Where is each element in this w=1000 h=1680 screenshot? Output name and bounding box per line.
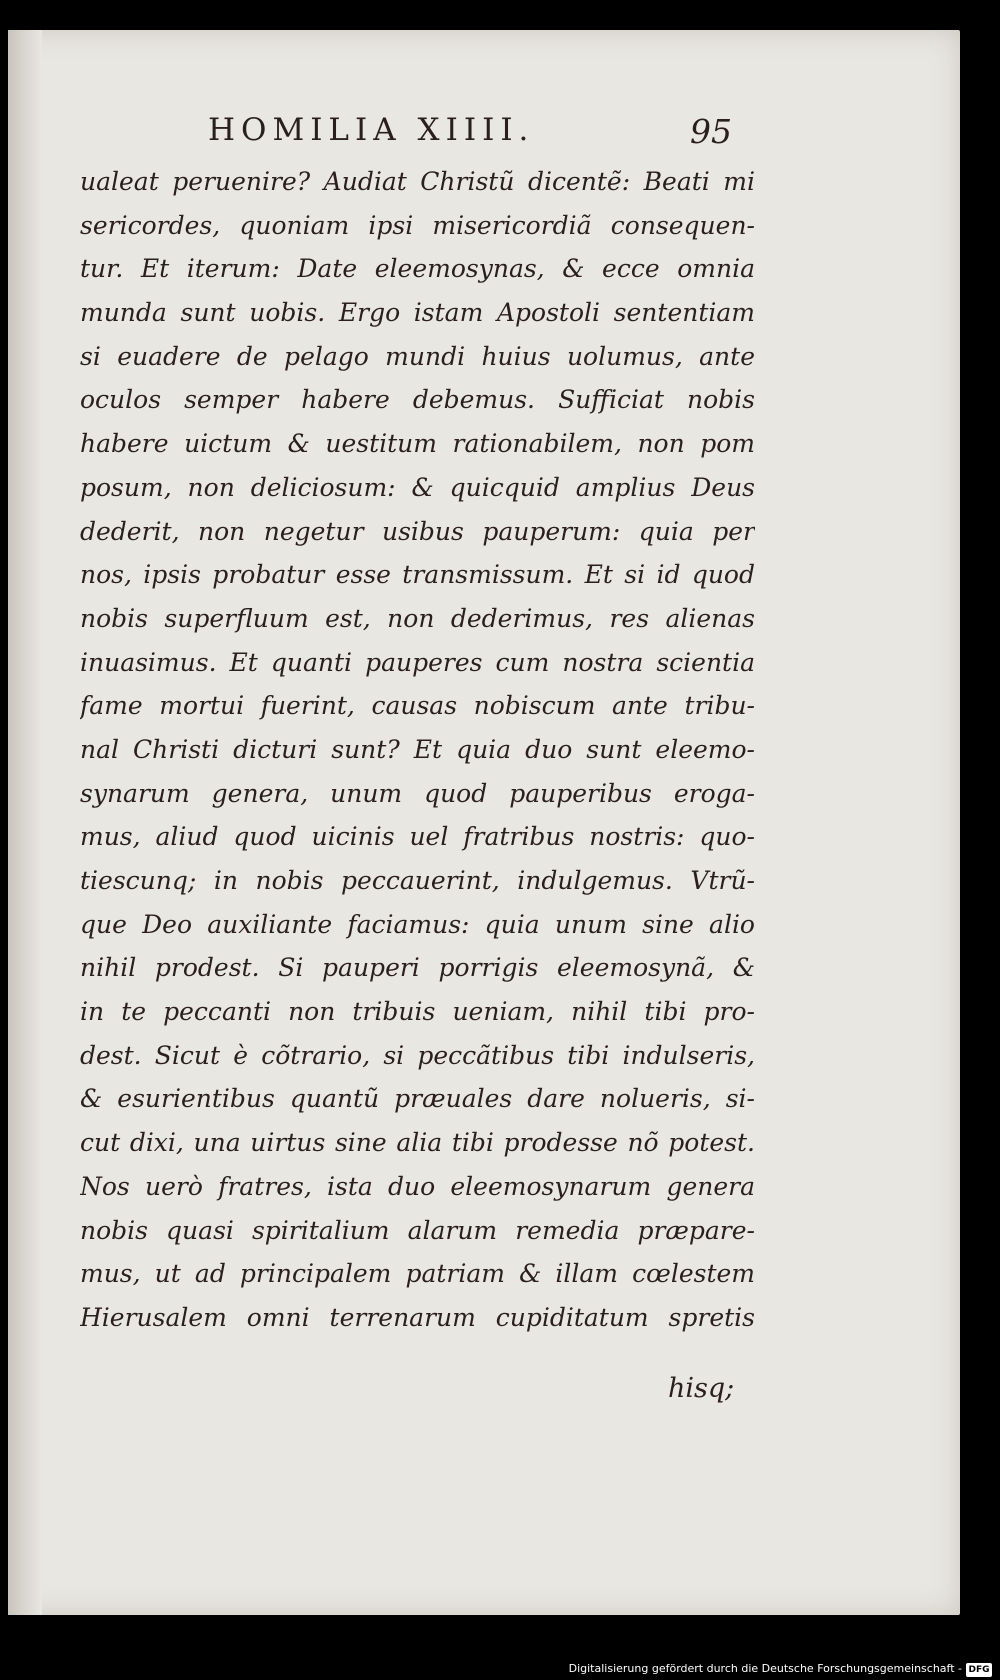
text-line: dederit, non negetur usibus pauperum: quia per (80, 516, 755, 546)
text-line: tiescunq; in nobis peccauerint, indulgemus. Vtrũ- (80, 866, 755, 895)
text-line: habere uictum & uestitum rationabilem, non pom (80, 429, 755, 459)
text-line: synarum genera, unum quod pauperibus eroga- (80, 778, 755, 808)
book-page (8, 30, 960, 1615)
text-line: nobis superfluum est, non dederimus, res alienas (80, 603, 755, 633)
text-line: dest. Sicut è cõtrario, si peccãtibus tibi indulseris, (80, 1040, 755, 1070)
text-line: Nos uerò fratres, ista duo eleemosynarum genera (80, 1171, 755, 1201)
catchword: hisq; (668, 1373, 735, 1404)
text-line: in te peccanti non tribuis ueniam, nihil tibi pro- (80, 997, 755, 1027)
text-line: cut dixi, una uirtus sine alia tibi prodesse nõ potest. (80, 1128, 755, 1158)
text-line: oculos semper habere debemus. Sufficiat nobis (80, 385, 755, 415)
funding-credit: Digitalisierung gefördert durch die Deutsche Forschungsgemeinschaft - (568, 1662, 962, 1675)
text-line: si euadere de pelago mundi huius uolumus, ante (80, 341, 755, 371)
text-line: nal Christi dicturi sunt? Et quia duo sunt eleemo- (80, 734, 755, 764)
running-head: HOMILIA XIIII. (208, 112, 535, 148)
text-line: nos, ipsis probatur esse transmissum. Et si id quod (80, 560, 755, 590)
text-line: tur. Et iterum: Date eleemosynas, & ecce omnia (80, 254, 755, 284)
text-line: sericordes, quoniam ipsi misericordiã consequen- (80, 210, 755, 240)
body-text (80, 160, 755, 1340)
text-line: mus, ut ad principalem patriam & illam cœlestem (80, 1259, 755, 1289)
text-line: posum, non deliciosum: & quicquid amplius Deus (80, 472, 755, 502)
text-line: & esurientibus quantũ præuales dare nolueris, si- (80, 1084, 755, 1114)
text-line: nobis quasi spiritalium alarum remedia præpare- (80, 1215, 755, 1245)
text-line: munda sunt uobis. Ergo istam Apostoli sententiam (80, 298, 755, 328)
page-number: 95 (690, 112, 732, 151)
page-gutter-shadow (8, 30, 42, 1615)
text-line: mus, aliud quod uicinis uel fratribus nostris: quo- (80, 822, 755, 852)
text-line: que Deo auxiliante faciamus: quia unum sine alio (80, 909, 755, 939)
text-line: fame mortui fuerint, causas nobiscum ante tribu- (80, 691, 755, 721)
text-line: Hierusalem omni terrenarum cupiditatum spretis (80, 1302, 755, 1332)
text-line: ualeat peruenire? Audiat Christũ dicentẽ: Beati mi (80, 167, 755, 196)
text-line: inuasimus. Et quanti pauperes cum nostra scientia (80, 647, 755, 677)
dfg-logo-icon: DFG (966, 1663, 992, 1677)
text-line: nihil prodest. Si pauperi porrigis eleemosynã, & (80, 953, 755, 983)
